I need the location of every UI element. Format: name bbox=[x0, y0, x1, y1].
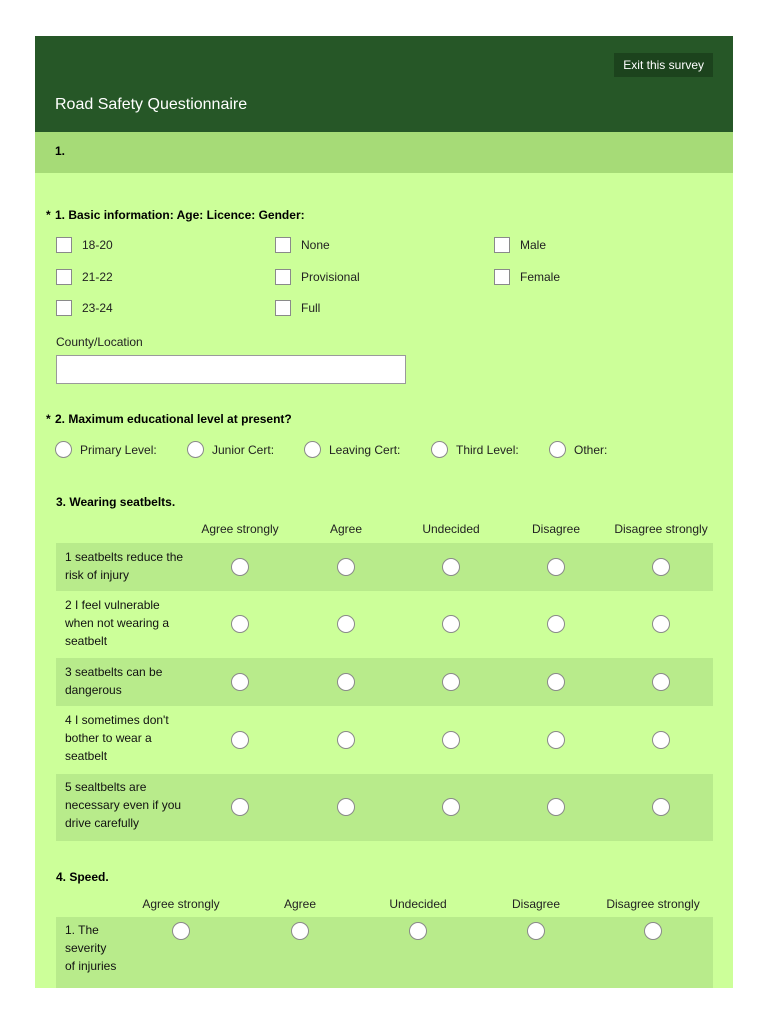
option-label: Female bbox=[520, 270, 561, 284]
option-label: Provisional bbox=[301, 270, 360, 284]
required-marker: * bbox=[46, 208, 51, 222]
radio-undecided[interactable] bbox=[442, 673, 460, 691]
option-label: Leaving Cert: bbox=[329, 442, 401, 457]
option-label: 21-22 bbox=[82, 270, 113, 284]
radio-agree[interactable] bbox=[337, 673, 355, 691]
row-label: 3 seatbelts can be dangerous bbox=[65, 665, 163, 697]
radio-agree-strongly[interactable] bbox=[231, 798, 249, 816]
matrix-row-4 bbox=[56, 706, 713, 773]
option-age-18-20[interactable] bbox=[56, 237, 113, 253]
question-3-title: 3. Wearing seatbelts. bbox=[56, 495, 176, 509]
row-label: 5 sealtbelts are necessary even if you drive carefully bbox=[65, 780, 182, 830]
column-header-agree: Agree bbox=[329, 522, 363, 536]
column-header-agree-strongly: Agree strongly bbox=[201, 522, 279, 536]
matrix-row-1 bbox=[56, 543, 713, 591]
checkbox[interactable] bbox=[275, 300, 291, 316]
option-label: Male bbox=[520, 238, 547, 252]
checkbox[interactable] bbox=[494, 237, 510, 253]
radio-disagree[interactable] bbox=[547, 798, 565, 816]
option-other[interactable] bbox=[549, 441, 607, 458]
matrix-row-3 bbox=[56, 658, 713, 706]
radio-undecided[interactable] bbox=[442, 731, 460, 749]
radio-disagree-strongly[interactable] bbox=[652, 615, 670, 633]
radio-agree[interactable] bbox=[337, 558, 355, 576]
page-number: 1. bbox=[55, 144, 66, 158]
radio-disagree[interactable] bbox=[547, 558, 565, 576]
question-2-text: 2. Maximum educational level at present? bbox=[55, 412, 292, 426]
option-leaving-cert[interactable] bbox=[304, 441, 400, 458]
checkbox[interactable] bbox=[56, 300, 72, 316]
column-header-disagree: Disagree bbox=[511, 897, 561, 911]
option-label: Third Level: bbox=[456, 442, 519, 457]
option-label: None bbox=[301, 238, 330, 252]
required-marker: * bbox=[46, 412, 51, 426]
matrix-row-2 bbox=[56, 591, 713, 658]
radio-button[interactable] bbox=[549, 441, 566, 458]
option-label: 18-20 bbox=[82, 238, 113, 252]
page-header-bar bbox=[35, 132, 733, 173]
survey-container bbox=[35, 36, 733, 988]
option-label: Primary Level: bbox=[80, 442, 157, 457]
location-label: County/Location bbox=[56, 335, 143, 349]
option-third-level[interactable] bbox=[431, 441, 519, 458]
radio-agree[interactable] bbox=[291, 922, 309, 940]
column-header-disagree-strongly: Disagree strongly bbox=[614, 522, 708, 536]
radio-disagree-strongly[interactable] bbox=[652, 731, 670, 749]
radio-agree-strongly[interactable] bbox=[231, 558, 249, 576]
checkbox[interactable] bbox=[275, 237, 291, 253]
radio-undecided[interactable] bbox=[442, 798, 460, 816]
row-label: 1. The severity of injuries bbox=[65, 923, 117, 973]
radio-agree[interactable] bbox=[337, 731, 355, 749]
checkbox[interactable] bbox=[56, 237, 72, 253]
option-licence-full[interactable] bbox=[275, 300, 320, 316]
radio-disagree[interactable] bbox=[527, 922, 545, 940]
option-age-21-22[interactable] bbox=[56, 269, 113, 285]
checkbox[interactable] bbox=[275, 269, 291, 285]
radio-agree[interactable] bbox=[337, 798, 355, 816]
radio-disagree-strongly[interactable] bbox=[652, 558, 670, 576]
radio-disagree[interactable] bbox=[547, 673, 565, 691]
column-header-agree-strongly: Agree strongly bbox=[142, 897, 220, 911]
column-header-disagree: Disagree bbox=[531, 522, 581, 536]
radio-disagree-strongly[interactable] bbox=[644, 922, 662, 940]
radio-disagree[interactable] bbox=[547, 731, 565, 749]
survey-header bbox=[35, 36, 733, 132]
radio-button[interactable] bbox=[55, 441, 72, 458]
survey-title: Road Safety Questionnaire bbox=[55, 96, 248, 113]
radio-undecided[interactable] bbox=[409, 922, 427, 940]
radio-button[interactable] bbox=[431, 441, 448, 458]
option-gender-female[interactable] bbox=[494, 269, 560, 285]
radio-undecided[interactable] bbox=[442, 558, 460, 576]
radio-agree[interactable] bbox=[337, 615, 355, 633]
column-header-disagree-strongly: Disagree strongly bbox=[606, 897, 700, 911]
question-4-title: 4. Speed. bbox=[56, 870, 109, 884]
question-2-title bbox=[46, 412, 292, 426]
radio-undecided[interactable] bbox=[442, 615, 460, 633]
column-header-undecided: Undecided bbox=[389, 897, 447, 911]
radio-agree-strongly[interactable] bbox=[231, 673, 249, 691]
location-input[interactable] bbox=[56, 355, 406, 384]
option-licence-none[interactable] bbox=[275, 237, 330, 253]
radio-button[interactable] bbox=[187, 441, 204, 458]
option-label: Other: bbox=[574, 442, 608, 457]
radio-agree-strongly[interactable] bbox=[231, 615, 249, 633]
option-junior-cert[interactable] bbox=[187, 441, 274, 458]
radio-disagree-strongly[interactable] bbox=[652, 673, 670, 691]
matrix-row-5 bbox=[56, 774, 713, 841]
row-label: 2 I feel vulnerable when not wearing a seatbelt bbox=[65, 598, 170, 648]
radio-disagree-strongly[interactable] bbox=[652, 798, 670, 816]
exit-survey-button[interactable]: Exit this survey bbox=[614, 53, 713, 77]
radio-agree-strongly[interactable] bbox=[231, 731, 249, 749]
question-1-text: 1. Basic information: Age: Licence: Gender: bbox=[55, 208, 305, 222]
option-gender-male[interactable] bbox=[494, 237, 546, 253]
column-header-agree: Agree bbox=[283, 897, 317, 911]
row-label: 4 I sometimes don't bother to wear a seatbelt bbox=[65, 713, 169, 763]
row-label: 1 seatbelts reduce the risk of injury bbox=[65, 550, 184, 582]
column-header-undecided: Undecided bbox=[422, 522, 480, 536]
option-licence-provisional[interactable] bbox=[275, 269, 360, 285]
option-label: Junior Cert: bbox=[212, 442, 275, 457]
radio-button[interactable] bbox=[304, 441, 321, 458]
checkbox[interactable] bbox=[494, 269, 510, 285]
question-1-title bbox=[46, 208, 305, 222]
option-label: Full bbox=[301, 301, 321, 315]
option-age-23-24[interactable] bbox=[56, 300, 113, 316]
radio-agree-strongly[interactable] bbox=[172, 922, 190, 940]
checkbox[interactable] bbox=[56, 269, 72, 285]
radio-disagree[interactable] bbox=[547, 615, 565, 633]
option-label: 23-24 bbox=[82, 301, 113, 315]
option-primary-level[interactable] bbox=[55, 441, 157, 458]
matrix-row-speed-1 bbox=[56, 917, 713, 988]
